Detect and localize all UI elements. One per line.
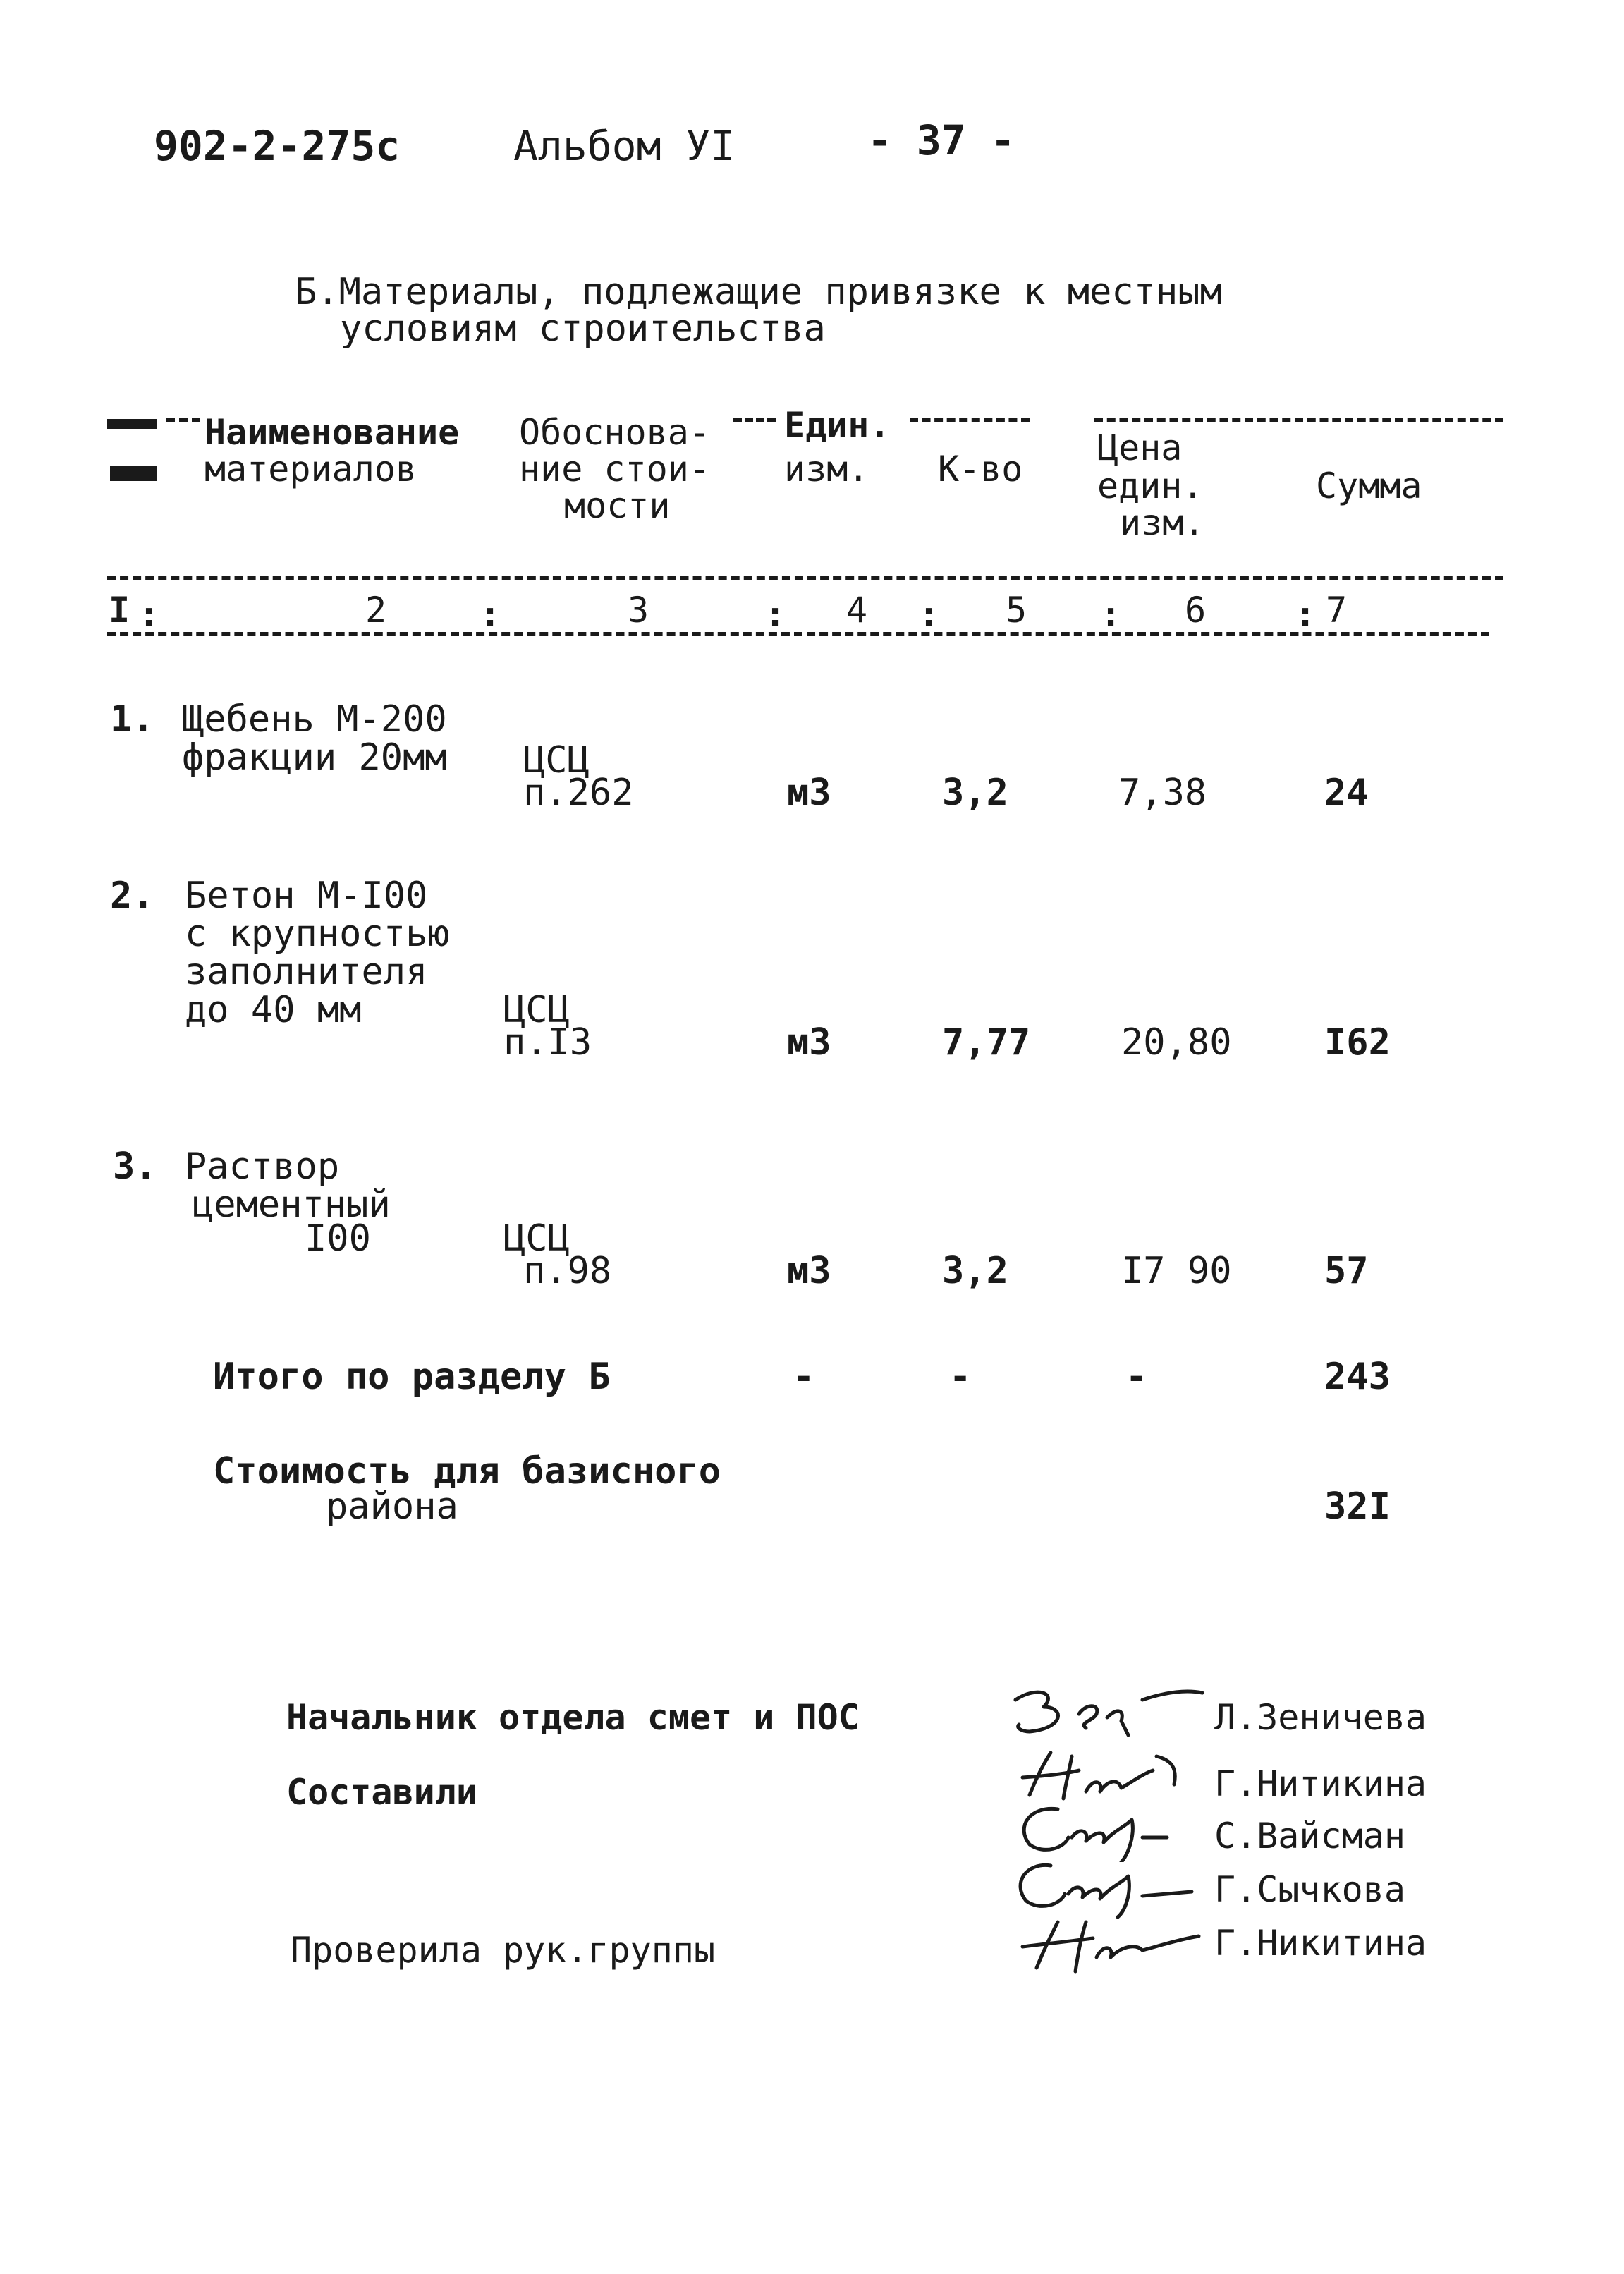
doc-code: 902-2-275с [154, 122, 401, 170]
header-top-dash-3 [910, 418, 1030, 422]
num-header-mark-2 [110, 466, 157, 481]
header-name-line1: Наименование [204, 412, 460, 453]
row-3-name-line2: цементный [192, 1184, 391, 1226]
signer-name-5: Г.Никитина [1214, 1923, 1427, 1964]
col-sep-5: : [1100, 594, 1122, 635]
row-1-qty: 3,2 [942, 772, 1008, 814]
row-2-basis-line1: ЦСЦ [503, 989, 570, 1031]
row-3-basis-line2: п.98 [523, 1250, 612, 1292]
header-price-line1: Цена [1097, 427, 1183, 468]
col-number-4: 4 [846, 590, 868, 631]
total-label: Итого по разделу Б [213, 1356, 611, 1398]
header-sum: Сумма [1316, 466, 1422, 506]
header-unit-line2: изм. [784, 449, 869, 490]
col-number-7: 7 [1326, 590, 1348, 631]
signature-3 [1001, 1799, 1227, 1862]
column-numbers-underline [107, 632, 1489, 636]
signer-name-1: Л.Зеничева [1214, 1697, 1427, 1738]
num-header-mark [107, 419, 157, 429]
row-2-sum: I62 [1324, 1021, 1391, 1064]
row-1-name-line2: фракции 20мм [182, 736, 447, 779]
total-unit: - [793, 1356, 815, 1398]
total-qty: - [949, 1356, 972, 1398]
header-price-line2: един. [1097, 466, 1204, 506]
signature-2 [1001, 1742, 1213, 1806]
base-cost-label-line2: района [326, 1485, 458, 1528]
compiled-by-title: Составили [286, 1772, 477, 1813]
row-3-num: 3. [113, 1145, 157, 1188]
row-2-name-line1: Бетон М-I00 [185, 875, 428, 917]
total-price: - [1125, 1356, 1148, 1398]
col-sep-4: : [918, 594, 940, 635]
row-1-unit: м3 [787, 772, 831, 814]
album-label: Альбом УI [513, 122, 735, 170]
head-of-department-title: Начальник отдела смет и ПОС [286, 1697, 860, 1738]
signer-name-2: Г.Нитикина [1214, 1763, 1427, 1804]
header-basis-line2: ние стои- [519, 449, 710, 490]
row-3-sum: 57 [1324, 1250, 1369, 1292]
row-2-num: 2. [110, 875, 154, 917]
row-2-name-line2: с крупностью [185, 913, 450, 955]
row-1-num: 1. [110, 698, 154, 741]
col-number-1: I [109, 590, 130, 631]
col-sep-2: : [480, 594, 501, 635]
total-sum: 243 [1324, 1356, 1391, 1398]
row-2-name-line3: заполнителя [185, 951, 428, 993]
checked-by-title: Проверила рук.группы [291, 1930, 716, 1971]
signature-4 [1001, 1855, 1227, 1919]
col-sep-6: : [1295, 594, 1317, 635]
header-top-dash-2 [733, 418, 776, 422]
signature-5 [1001, 1911, 1227, 1975]
row-3-unit: м3 [787, 1250, 831, 1292]
header-price-line3: изм. [1120, 502, 1205, 543]
header-top-dash-4 [1094, 418, 1503, 422]
row-3-name-line3: I00 [305, 1217, 371, 1260]
col-number-2: 2 [365, 590, 387, 631]
row-1-sum: 24 [1324, 772, 1369, 814]
col-sep-3: : [764, 594, 786, 635]
row-2-basis-line2: п.I3 [503, 1021, 592, 1064]
base-cost-label-line1: Стоимость для базисного [213, 1450, 721, 1492]
row-3-price: I7 90 [1121, 1250, 1232, 1292]
row-2-qty: 7,77 [942, 1021, 1031, 1064]
col-number-6: 6 [1185, 590, 1207, 631]
header-basis-line1: Обоснова- [519, 412, 710, 453]
row-1-name-line1: Щебень М-200 [182, 698, 447, 741]
row-2-unit: м3 [787, 1021, 831, 1064]
row-2-name-line4: до 40 мм [185, 989, 362, 1031]
row-1-basis-line2: п.262 [523, 772, 634, 814]
page-number: - 37 - [867, 116, 1015, 164]
section-title-line2: условиям строительства [340, 308, 826, 350]
col-sep-1: : [138, 594, 160, 635]
header-top-dash-1 [166, 418, 200, 422]
row-2-price: 20,80 [1121, 1021, 1232, 1064]
header-basis-line3: мости [564, 485, 671, 526]
section-title-line1: Б.Материалы, подлежащие привязке к местным [295, 271, 1222, 313]
signature-1 [1001, 1679, 1213, 1742]
base-cost-sum: 32I [1324, 1485, 1391, 1528]
header-unit-line1: Един. [784, 405, 891, 446]
row-3-basis-line1: ЦСЦ [503, 1217, 570, 1260]
row-1-price: 7,38 [1118, 772, 1207, 814]
header-name-line2: материалов [204, 449, 417, 490]
row-1-basis-line1: ЦСЦ [523, 739, 590, 782]
row-3-qty: 3,2 [942, 1250, 1008, 1292]
signer-name-4: Г.Сычкова [1214, 1869, 1405, 1910]
col-number-5: 5 [1006, 590, 1027, 631]
header-qty: К-во [938, 449, 1023, 490]
col-number-3: 3 [628, 590, 649, 631]
header-separator [107, 576, 1503, 580]
row-3-name-line1: Раствор [185, 1145, 340, 1188]
signer-name-3: С.Вайсман [1214, 1816, 1405, 1856]
